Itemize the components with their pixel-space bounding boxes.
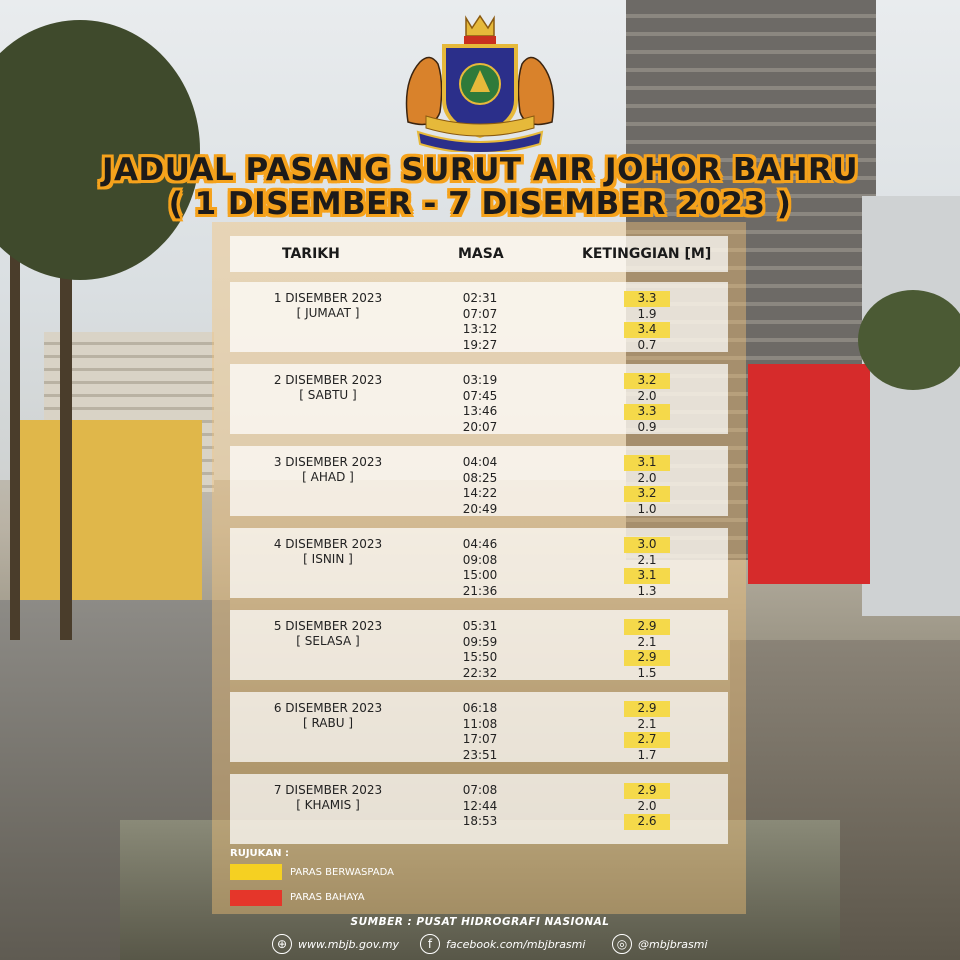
tide-times — [450, 537, 510, 599]
day-date-cell — [230, 455, 426, 485]
tide-height: 1.5 — [637, 665, 657, 680]
facebook-link[interactable] — [420, 934, 585, 954]
legend-label-alert: PARAS BERWASPADA — [290, 867, 394, 878]
tide-day-row — [230, 364, 728, 434]
tide-time: 15:50 — [462, 650, 498, 664]
tide-heights — [624, 373, 670, 435]
facebook-text: facebook.com/mbjbrasmi — [446, 937, 586, 951]
tide-time: 13:12 — [462, 322, 498, 336]
tide-height-alert: 2.7 — [624, 732, 670, 748]
legend-label-danger: PARAS BAHAYA — [290, 892, 365, 903]
day-date-cell — [230, 783, 426, 813]
tide-times — [450, 701, 510, 763]
tide-height-alert: 3.1 — [624, 568, 670, 584]
weekday-text: [ AHAD ] — [302, 470, 354, 484]
day-date-cell — [230, 537, 426, 567]
tide-day-row — [230, 446, 728, 516]
tide-time: 05:31 — [462, 619, 498, 633]
tide-time: 07:45 — [462, 388, 498, 403]
source-credit: SUMBER : PUSAT HIDROGRAFI NASIONAL — [350, 916, 610, 928]
tide-time: 19:27 — [462, 337, 498, 352]
date-text: 5 DISEMBER 2023 — [273, 619, 383, 633]
city-council-emblem — [400, 12, 560, 152]
header-date: TARIKH — [282, 246, 340, 262]
tide-heights — [624, 537, 670, 599]
tide-times — [450, 373, 510, 435]
tide-height-alert: 3.2 — [624, 486, 670, 502]
tide-height: 2.1 — [637, 634, 657, 649]
tide-height: 2.0 — [637, 798, 657, 813]
tide-height: 1.7 — [637, 747, 657, 762]
tide-height: 2.1 — [637, 552, 657, 567]
tide-height: 2.0 — [637, 388, 657, 403]
tide-day-row — [230, 610, 728, 680]
tide-time: 09:59 — [462, 634, 498, 649]
tide-time: 04:46 — [462, 537, 498, 551]
facebook-icon: f — [420, 934, 440, 954]
date-text: 7 DISEMBER 2023 — [273, 783, 383, 797]
tide-height: 2.1 — [637, 716, 657, 731]
tide-time: 20:49 — [462, 501, 498, 516]
tide-time: 13:46 — [462, 404, 498, 418]
weekday-text: [ ISNIN ] — [303, 552, 353, 566]
instagram-icon: ◎ — [612, 934, 632, 954]
tide-time: 07:07 — [462, 306, 498, 321]
website-link[interactable] — [272, 934, 399, 954]
weekday-text: [ RABU ] — [302, 716, 354, 730]
colonial-building — [12, 420, 202, 610]
tide-height: 0.9 — [637, 419, 657, 434]
tide-heights — [624, 701, 670, 763]
tide-height-alert: 3.2 — [624, 373, 670, 389]
date-text: 6 DISEMBER 2023 — [273, 701, 383, 715]
weekday-text: [ SABTU ] — [299, 388, 357, 402]
tide-height-alert: 3.4 — [624, 322, 670, 338]
website-text: www.mbjb.gov.my — [298, 937, 400, 951]
weekday-text: [ JUMAAT ] — [296, 306, 360, 320]
instagram-text: @mbjbrasmi — [638, 937, 708, 951]
tide-time: 02:31 — [462, 291, 498, 305]
tide-height: 1.0 — [637, 501, 657, 516]
instagram-link[interactable] — [612, 934, 708, 954]
tide-times — [450, 619, 510, 681]
tide-heights — [624, 291, 670, 353]
tide-height-alert: 3.3 — [624, 404, 670, 420]
tide-table-panel — [212, 222, 746, 914]
tide-time: 09:08 — [462, 552, 498, 567]
tide-time: 20:07 — [462, 419, 498, 434]
tide-day-row — [230, 282, 728, 352]
tide-height-alert: 2.6 — [624, 814, 670, 830]
tide-time: 14:22 — [462, 486, 498, 500]
palm-tree — [858, 290, 960, 390]
globe-icon: ⊕ — [272, 934, 292, 954]
weekday-text: [ KHAMIS ] — [296, 798, 360, 812]
tide-time: 18:53 — [462, 814, 498, 828]
tide-time: 15:00 — [462, 568, 498, 582]
tide-height: 1.3 — [637, 583, 657, 598]
tide-time: 07:08 — [462, 783, 498, 797]
tide-height-alert: 3.1 — [624, 455, 670, 471]
tide-height-alert: 2.9 — [624, 650, 670, 666]
legend-swatch-danger — [230, 890, 282, 906]
tide-heights — [624, 619, 670, 681]
day-date-cell — [230, 291, 426, 321]
page-title: JADUAL PASANG SURUT AIR JOHOR BAHRU — [101, 152, 858, 188]
tide-times — [450, 291, 510, 353]
palm-trunk — [10, 220, 20, 640]
tide-time: 12:44 — [462, 798, 498, 813]
tide-time: 21:36 — [462, 583, 498, 598]
date-range-title: ( 1 DISEMBER - 7 DISEMBER 2023 ) — [168, 186, 792, 222]
tide-height-alert: 3.3 — [624, 291, 670, 307]
tide-heights — [624, 455, 670, 517]
date-text: 1 DISEMBER 2023 — [273, 291, 383, 305]
tide-time: 17:07 — [462, 732, 498, 746]
legend-title: RUJUKAN : — [230, 848, 289, 859]
header-time: MASA — [458, 246, 504, 262]
tide-time: 08:25 — [462, 470, 498, 485]
tide-height: 0.7 — [637, 337, 657, 352]
tide-height: 1.9 — [637, 306, 657, 321]
tide-day-row — [230, 528, 728, 598]
date-text: 2 DISEMBER 2023 — [273, 373, 383, 387]
tide-time: 03:19 — [462, 373, 498, 387]
building — [862, 196, 960, 616]
day-date-cell — [230, 619, 426, 649]
tide-day-row — [230, 774, 728, 844]
tide-times — [450, 783, 510, 830]
day-date-cell — [230, 701, 426, 731]
red-building — [748, 364, 870, 584]
tide-height-alert: 2.9 — [624, 619, 670, 635]
date-text: 4 DISEMBER 2023 — [273, 537, 383, 551]
tide-height-alert: 2.9 — [624, 701, 670, 717]
header-height: KETINGGIAN [M] — [582, 246, 712, 262]
tide-day-row — [230, 692, 728, 762]
tide-time: 23:51 — [462, 747, 498, 762]
tide-time: 06:18 — [462, 701, 498, 715]
day-date-cell — [230, 373, 426, 403]
tide-height: 2.0 — [637, 470, 657, 485]
tide-times — [450, 455, 510, 517]
tide-time: 04:04 — [462, 455, 498, 469]
tide-time: 22:32 — [462, 665, 498, 680]
legend-swatch-alert — [230, 864, 282, 880]
tide-height-alert: 3.0 — [624, 537, 670, 553]
tide-heights — [624, 783, 670, 830]
table-header-row — [230, 236, 728, 272]
tide-height-alert: 2.9 — [624, 783, 670, 799]
emblem-graphic — [400, 12, 560, 152]
tide-time: 11:08 — [462, 716, 498, 731]
date-text: 3 DISEMBER 2023 — [273, 455, 383, 469]
weekday-text: [ SELASA ] — [296, 634, 360, 648]
